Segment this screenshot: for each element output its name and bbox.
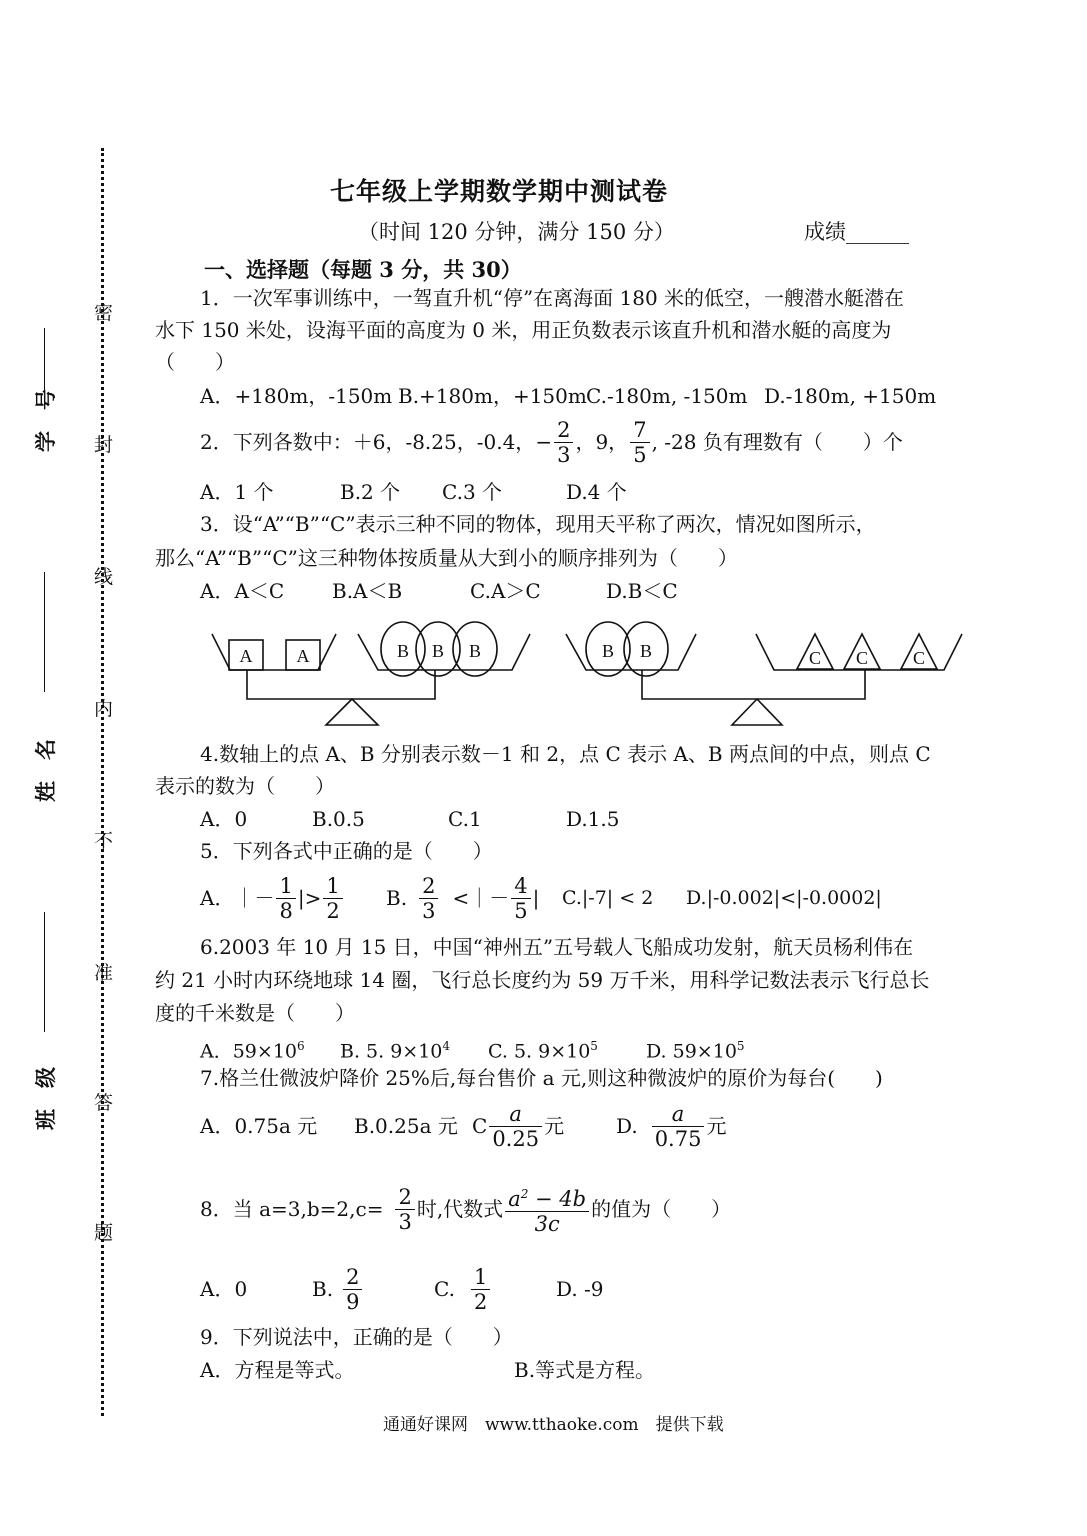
- q8c-frac-den: 2: [473, 1289, 488, 1314]
- label-c-1: C: [808, 648, 822, 668]
- q3-option-c: C.A＞C: [470, 579, 541, 603]
- q7d-frac-den: 0.75: [654, 1126, 702, 1151]
- label-a-1: A: [239, 646, 253, 666]
- q6-option-a: [200, 1034, 305, 1063]
- q2-mid: ，9，: [575, 430, 629, 454]
- q2-suffix: , -28 负有理数有（ ）个: [651, 430, 903, 454]
- label-b-1: B: [396, 641, 410, 661]
- q8-option-a: A．0: [200, 1277, 248, 1301]
- balance1-fulcrum: [326, 699, 378, 725]
- q9-option-b: B.等式是方程。: [514, 1358, 656, 1382]
- q6-option-c: [488, 1034, 598, 1063]
- q4-option-d: D.1.5: [566, 807, 620, 831]
- q6d-base: D. 59×10: [646, 1040, 737, 1063]
- q7d-frac-num: a: [652, 1102, 705, 1127]
- q4-option-c: C.1: [448, 807, 482, 831]
- q5a-fraction-1: [276, 874, 295, 923]
- class-label: 班 级: [33, 1067, 58, 1130]
- seal-char-3: 线: [94, 566, 114, 588]
- q5b-mid: <｜－: [452, 886, 510, 910]
- q5b-prefix: B.: [386, 886, 408, 910]
- q8-stem: [200, 1178, 731, 1240]
- q8-frac1-den: 3: [398, 1209, 412, 1234]
- q7c-fraction: [489, 1102, 542, 1151]
- q5-option-c: C.|-7| < 2: [562, 887, 654, 909]
- q7-stem: 7.格兰仕微波炉降价 25%后,每台售价 a 元,则这种微波炉的原价为每台( ): [200, 1066, 883, 1090]
- label-b-2: B: [431, 641, 445, 661]
- q1-line-1: 1．一次军事训练中，一驾直升机“停”在离海面 180 米的低空，一艘潜水艇潜在: [200, 286, 905, 310]
- q2-frac1-den: 3: [557, 442, 571, 467]
- q5a-frac2-num: 1: [323, 874, 342, 899]
- balance2-beam: [642, 670, 865, 699]
- q1-option-c: C.-180m, -150m: [586, 384, 748, 408]
- q2-frac2-num: 7: [630, 418, 649, 443]
- q8-frac2-num: [505, 1182, 589, 1212]
- q7-option-d: [616, 1096, 726, 1156]
- q8-mid: 时,代数式: [416, 1197, 504, 1221]
- q4-option-a: A．0: [200, 807, 248, 831]
- seal-char-6: 准: [94, 962, 114, 984]
- footer-text: 通通好课网 www.tthaoke.com 提供下载: [383, 1415, 724, 1435]
- q1-line-3: （ ）: [155, 350, 235, 374]
- q6b-base: B. 5. 9×10: [340, 1040, 443, 1063]
- q6c-base: C. 5. 9×10: [488, 1040, 591, 1063]
- q8b-fraction: [343, 1265, 362, 1314]
- q7d-suffix: 元: [706, 1114, 727, 1138]
- seal-char-5: 不: [94, 830, 114, 852]
- q5a-mid: |>: [297, 886, 322, 910]
- q5b-suffix: |: [532, 886, 540, 910]
- q1-option-b: B.+180m，+150m: [398, 384, 587, 408]
- q7-option-a: A．0.75a 元: [200, 1114, 318, 1138]
- q7c-frac-den: 0.25: [492, 1126, 540, 1151]
- q8b-prefix: B.: [312, 1277, 334, 1301]
- q8-num-exp: 2: [520, 1187, 529, 1201]
- q4-option-b: B.0.5: [312, 807, 365, 831]
- q5b-frac1-num: 2: [419, 874, 438, 899]
- q5b-frac2-den: 5: [514, 898, 528, 923]
- q7-option-b: B.0.25a 元: [354, 1114, 458, 1138]
- q5-stem: 5．下列各式中正确的是（ ）: [200, 839, 493, 863]
- q5-option-d: D.|-0.002|<|-0.0002|: [686, 887, 882, 909]
- q2-stem: [200, 412, 903, 472]
- q5b-frac1-den: 3: [422, 898, 436, 923]
- q8-suffix: 的值为（ ）: [591, 1197, 732, 1221]
- q6-line-2: 约 21 小时内环绕地球 14 圈，飞行总长度约为 59 万千米，用科学记数法表示飞行总长: [155, 968, 930, 992]
- q6-line-3: 度的千米数是（ ）: [155, 1001, 355, 1025]
- label-b-3: B: [468, 641, 482, 661]
- seal-char-8: 题: [94, 1222, 114, 1244]
- balance1-beam: [247, 670, 435, 699]
- q2-fraction-1: [554, 418, 573, 467]
- q8-fraction-1: [395, 1185, 414, 1234]
- q5a-fraction-2: [323, 874, 342, 923]
- q7d-fraction: [652, 1102, 705, 1151]
- q2-frac1-num: 2: [554, 418, 573, 443]
- q5b-fraction-2: [511, 874, 530, 923]
- q7c-frac-num: a: [489, 1102, 542, 1127]
- q2-fraction-2: [630, 418, 649, 467]
- q8-num-base: a: [508, 1187, 521, 1211]
- q5a-frac1-den: 8: [279, 898, 293, 923]
- q6c-exp: 5: [590, 1039, 598, 1053]
- q8b-frac-num: 2: [343, 1265, 362, 1290]
- seal-char-2: 封: [94, 434, 114, 456]
- q8-frac1-num: 2: [395, 1185, 414, 1210]
- q8-option-c: [434, 1258, 492, 1320]
- q2-option-d: D.4 个: [566, 480, 627, 504]
- q3-line-1: 3．设“A”“B”“C”表示三种不同的物体，现用天平称了两次，情况如图所示，: [200, 512, 876, 536]
- q6-option-d: [646, 1034, 745, 1063]
- class-blank: [44, 912, 45, 1032]
- q8c-fraction: [471, 1265, 490, 1314]
- q2-prefix: 2．下列各数中：＋6，-8.25，-0.4，: [200, 430, 536, 454]
- q8-prefix: 8．当 a=3,b=2,c=: [200, 1197, 384, 1221]
- q5b-frac2-num: 4: [511, 874, 530, 899]
- q8b-frac-den: 9: [346, 1289, 360, 1314]
- q8-num-rest: − 4b: [528, 1187, 587, 1211]
- q6-option-b: [340, 1034, 450, 1063]
- seal-char-7: 答: [94, 1092, 114, 1114]
- q2-option-b: B.2 个: [340, 480, 401, 504]
- label-b-5: B: [639, 641, 653, 661]
- balance2-fulcrum: [732, 699, 782, 725]
- q8c-prefix: C.: [434, 1277, 455, 1301]
- q8c-frac-num: 1: [471, 1265, 490, 1290]
- q1-line-2: 水下 150 米处，设海平面的高度为 0 米，用正负数表示该直升机和潜水艇的高度为: [155, 318, 892, 342]
- q7-option-c: [472, 1096, 564, 1156]
- q1-option-a: A．+180m，-150m: [200, 384, 393, 408]
- q5-option-b: [386, 868, 539, 928]
- q4-line-2: 表示的数为（ ）: [155, 774, 335, 798]
- q7c-suffix: 元: [544, 1114, 565, 1138]
- q8-option-d: D. -9: [556, 1277, 604, 1301]
- q2-option-c: C.3 个: [442, 480, 503, 504]
- student-number-blank: [44, 328, 45, 390]
- q7c-prefix: C: [472, 1114, 488, 1138]
- seal-char-4: 内: [94, 698, 114, 720]
- q3-option-a: A．A＜C: [200, 579, 285, 603]
- section-heading: 一、选择题（每题 3 分，共 30）: [204, 257, 522, 282]
- q5a-frac1-num: 1: [276, 874, 295, 899]
- q6b-exp: 4: [442, 1039, 451, 1053]
- seal-char-1: 密: [94, 302, 114, 324]
- q7d-prefix: D.: [616, 1114, 638, 1138]
- label-c-2: C: [855, 648, 869, 668]
- q2-frac2-den: 5: [633, 442, 647, 467]
- exam-info: （时间 120 分钟，满分 150 分）: [358, 220, 675, 244]
- page-title: 七年级上学期数学期中测试卷: [330, 177, 669, 206]
- q3-line-2: 那么“A”“B”“C”这三种物体按质量从大到小的顺序排列为（ ）: [155, 546, 738, 570]
- label-c-3: C: [912, 648, 926, 668]
- q3-option-d: D.B＜C: [606, 579, 678, 603]
- student-number-label: 学 号: [33, 389, 58, 452]
- q9-stem: 9．下列说法中，正确的是（ ）: [200, 1325, 513, 1349]
- q4-line-1: 4.数轴上的点 A、B 分别表示数－1 和 2，点 C 表示 A、B 两点间的中点，则点 C: [200, 742, 931, 766]
- q5a-frac2-den: 2: [326, 898, 340, 923]
- q6a-base: A．59×10: [200, 1040, 297, 1063]
- q5b-fraction-1: [419, 874, 438, 923]
- q6-line-1: 6.2003 年 10 月 15 日，中国“神州五”五号载人飞船成功发射，航天员杨利伟在: [200, 935, 914, 959]
- label-b-4: B: [601, 641, 615, 661]
- q5-option-a: [200, 868, 345, 928]
- score-field: 成绩______: [804, 220, 909, 244]
- q8-option-b: [312, 1258, 364, 1320]
- q1-option-d: D.-180m, +150m: [764, 384, 937, 408]
- student-name-label: 姓 名: [33, 739, 58, 802]
- q9-option-a: A．方程是等式。: [200, 1358, 355, 1382]
- q2-minus: −: [535, 430, 553, 454]
- q8-fraction-2: [505, 1182, 589, 1236]
- student-name-blank: [44, 572, 45, 692]
- label-a-2: A: [296, 646, 310, 666]
- q3-option-b: B.A＜B: [332, 579, 403, 603]
- q2-option-a: A．1 个: [200, 480, 274, 504]
- q6d-exp: 5: [736, 1039, 745, 1053]
- q5a-prefix: A．｜－: [200, 886, 275, 910]
- q6a-exp: 6: [297, 1039, 305, 1053]
- balance-diagram: [200, 612, 970, 732]
- q8-frac2-den: 3c: [534, 1212, 560, 1236]
